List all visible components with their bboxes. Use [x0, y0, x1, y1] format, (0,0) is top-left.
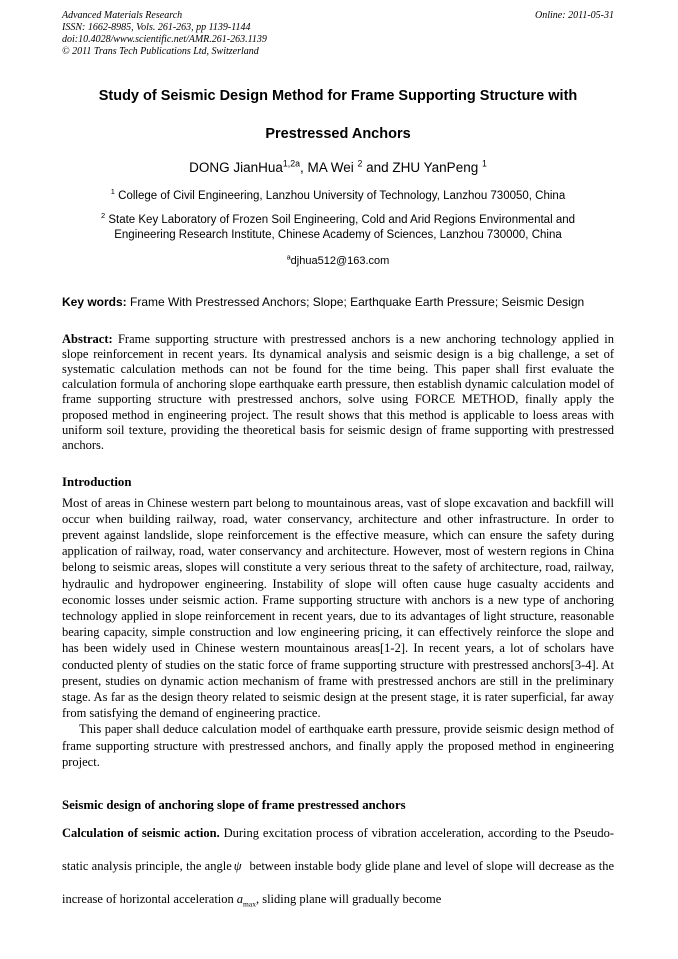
author-2: , MA Wei: [299, 159, 358, 175]
page-header: [62, 10, 614, 58]
calculation-paragraph: [62, 817, 614, 916]
affiliation-1-text: College of Civil Engineering, Lanzhou University of Technology, Lanzhou 730050, China: [114, 189, 566, 202]
author-3-affil-marker: 1: [481, 158, 487, 169]
online-date: Online: 2011-05-31: [535, 10, 614, 21]
author-3: and ZHU YanPeng: [362, 159, 482, 175]
journal-info: [62, 10, 267, 58]
affiliation-2-text: State Key Laboratory of Frozen Soil Engineering, Cold and Arid Regions Environmental and Engineering Research Institute, Chinese Academy of Sciences, Lanzhou 730000, China: [105, 213, 576, 241]
affiliation-1-marker: 1: [110, 186, 115, 196]
abstract-paragraph: [62, 332, 614, 454]
title-line-2: Prestressed Anchors: [265, 126, 411, 143]
paper-title: [62, 88, 614, 144]
journal-issn: ISSN: 1662-8985, Vols. 261-263, pp 1139-1144: [62, 22, 251, 33]
acceleration-symbol: a: [236, 892, 244, 907]
author-1: DONG JianHua: [189, 159, 283, 175]
author-email: [62, 252, 614, 267]
journal-doi: doi:10.4028/www.scientific.net/AMR.261-263.1139: [62, 34, 267, 45]
title-line-1: Study of Seismic Design Method for Frame Supporting Structure with: [98, 88, 578, 104]
section-heading-seismic-design: Seismic design of anchoring slope of frame prestressed anchors: [62, 798, 406, 813]
journal-copyright: © 2011 Trans Tech Publications Ltd, Switzerland: [62, 46, 259, 57]
keywords-text: Frame With Prestressed Anchors; Slope; Earthquake Earth Pressure; Seismic Design: [126, 294, 585, 309]
introduction-paragraph-1: Most of areas in Chinese western part belong to mountainous areas, vast of slope excavation and backfill will occur when building railway, road, water conservancy, architecture and other infrastructure. In order to prevent against landslide, slope reinforcement is the effective measure, which can ensure the safety during application of railway, road, water conservancy and architecture. However, most of western regions in China belong to seismic areas, slopes will constitute a very serious threat to the safety of architecture, road, railway, hydraulic and hydropower engineering. Instability of slope will often cause huge casualty accidents and economic losses under seismic action. Frame supporting structure with anchors is a new type of anchoring technology applied in slope reinforcement in recent years, due to its advantages of light structure, reasonable bearing capacity, simple construction and low engineering pricing, it can effectively reinforce the slope and has been widely used in Chinese western mountainous areas[1-2]. In recent years, a lot of scholars have conducted plenty of studies on the static force of frame supporting structure with prestressed anchors[3-4]. At present, studies on dynamic action mechanism of frame with prestressed anchors are still in the preliminary stage. As far as the design theory related to seismic design at the present stage, it is rater superficial, far away from satisfying the demand of engineering practice.: [62, 495, 614, 721]
affiliation-2: [82, 210, 594, 243]
affiliation-1: [62, 186, 614, 204]
calculation-subheading: Calculation of seismic action.: [62, 826, 220, 841]
calculation-text-2: between instable body glide plane and level of slope will decrease as the increase of horizontal acceleration: [62, 859, 614, 907]
keywords-label: Key words:: [62, 294, 127, 309]
acceleration-subscript: max: [243, 899, 256, 909]
author-2-affil-marker: 2: [357, 158, 363, 169]
calculation-text-1: During excitation process of vibration acceleration, according to the Pseudo-static analysis principle, the angle: [62, 826, 614, 874]
author-1-affil-marker: 1,2a: [282, 158, 300, 169]
section-heading-introduction: Introduction: [62, 475, 132, 490]
keywords-line: [62, 295, 614, 310]
authors-line: [62, 160, 614, 175]
email-marker: a: [286, 252, 291, 261]
journal-name: Advanced Materials Research: [62, 10, 183, 21]
abstract-text: Frame supporting structure with prestressed anchors is a new anchoring technology applied in slope reinforcement in recent years. Its dynamical analysis and seismic design is a big challenge, a set of systematic calculation methods can not be found for the time being. This paper shall first evaluate the calculation formula of anchoring slope earthquake earth pressure, then establish dynamic calculation model of frame supporting structure with prestressed anchors, solve using FORCE METHOD, finally apply the proposed method in engineering project. The result shows that this method is applicable to loess areas with uniform soil texture, providing the theoretical basis for seismic design of frame supporting with prestressed anchors.: [62, 331, 614, 453]
affiliation-2-marker: 2: [100, 210, 106, 220]
abstract-label: Abstract:: [62, 331, 113, 346]
email-text: djhua512@163.com: [290, 254, 390, 267]
introduction-paragraph-2: This paper shall deduce calculation model of earthquake earth pressure, provide seismic design method of frame supporting structure with prestressed anchors, and finally apply the proposed method in engineering project.: [62, 722, 614, 769]
calculation-text-3: , sliding plane will gradually become: [255, 892, 442, 907]
psi-symbol: ψ: [233, 859, 242, 874]
